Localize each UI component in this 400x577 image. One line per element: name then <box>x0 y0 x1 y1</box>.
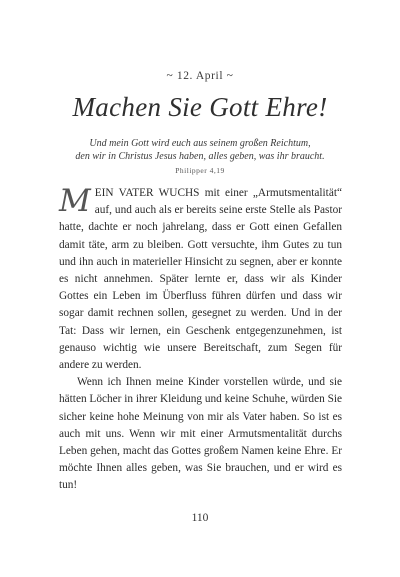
verse-reference: Philipper 4,19 <box>175 166 225 175</box>
paragraph-2: Wenn ich Ihnen meine Kinder vorstellen würde, und sie hätten Löcher in ihrer Kleidung und keine Schuhe, würden Sie sicher keine hohe Meinung von mir als Vater haben. So ist es auch mit uns. Wenn wir mit einer Armutsmentalität durchs Leben gehen, macht das Gottes großem Namen keine Ehre. Er möchte Ihnen alles geben, was Sie brauchen, und er wird es tun! <box>59 376 342 492</box>
bible-verse <box>0 137 400 163</box>
drop-cap: M <box>59 183 91 219</box>
verse-line-2: den wir in Christus Jesus haben, alles geben, was ihr braucht. <box>75 151 325 162</box>
body-text <box>59 185 342 495</box>
paragraph-1-text: EIN VATER WUCHS mit einer „Armutsmentalität“ auf, und auch als er bereits seine erste Stelle als Pastor hatte, dachte er noch jahrelang, dass er Gott einen Gefallen damit täte, arm zu bleiben. Gott versuchte, ihm Gutes zu tun und ihn auch in materieller Hinsicht zu segnen, aber er konnte es nicht annehmen. Später lernte er, dass wir als Kinder Gottes ein Leben im Überfluss führen dürfen und dass wir sogar damit rechnen sollen, gesegnet zu werden. Und in der Tat: Dass wir lernen, ein Geschenk entgegenzunehmen, ist genauso wichtig wie unsere Bereitschaft, zum Segen für andere zu werden. <box>59 187 342 372</box>
verse-line-1: Und mein Gott wird euch aus seinem großen Reichtum, <box>89 138 311 149</box>
date-heading: ~ 12. April ~ <box>166 70 234 82</box>
page-title: Machen Sie Gott Ehre! <box>72 92 328 122</box>
paragraph-1 <box>59 185 342 374</box>
page-number: 110 <box>191 512 209 524</box>
